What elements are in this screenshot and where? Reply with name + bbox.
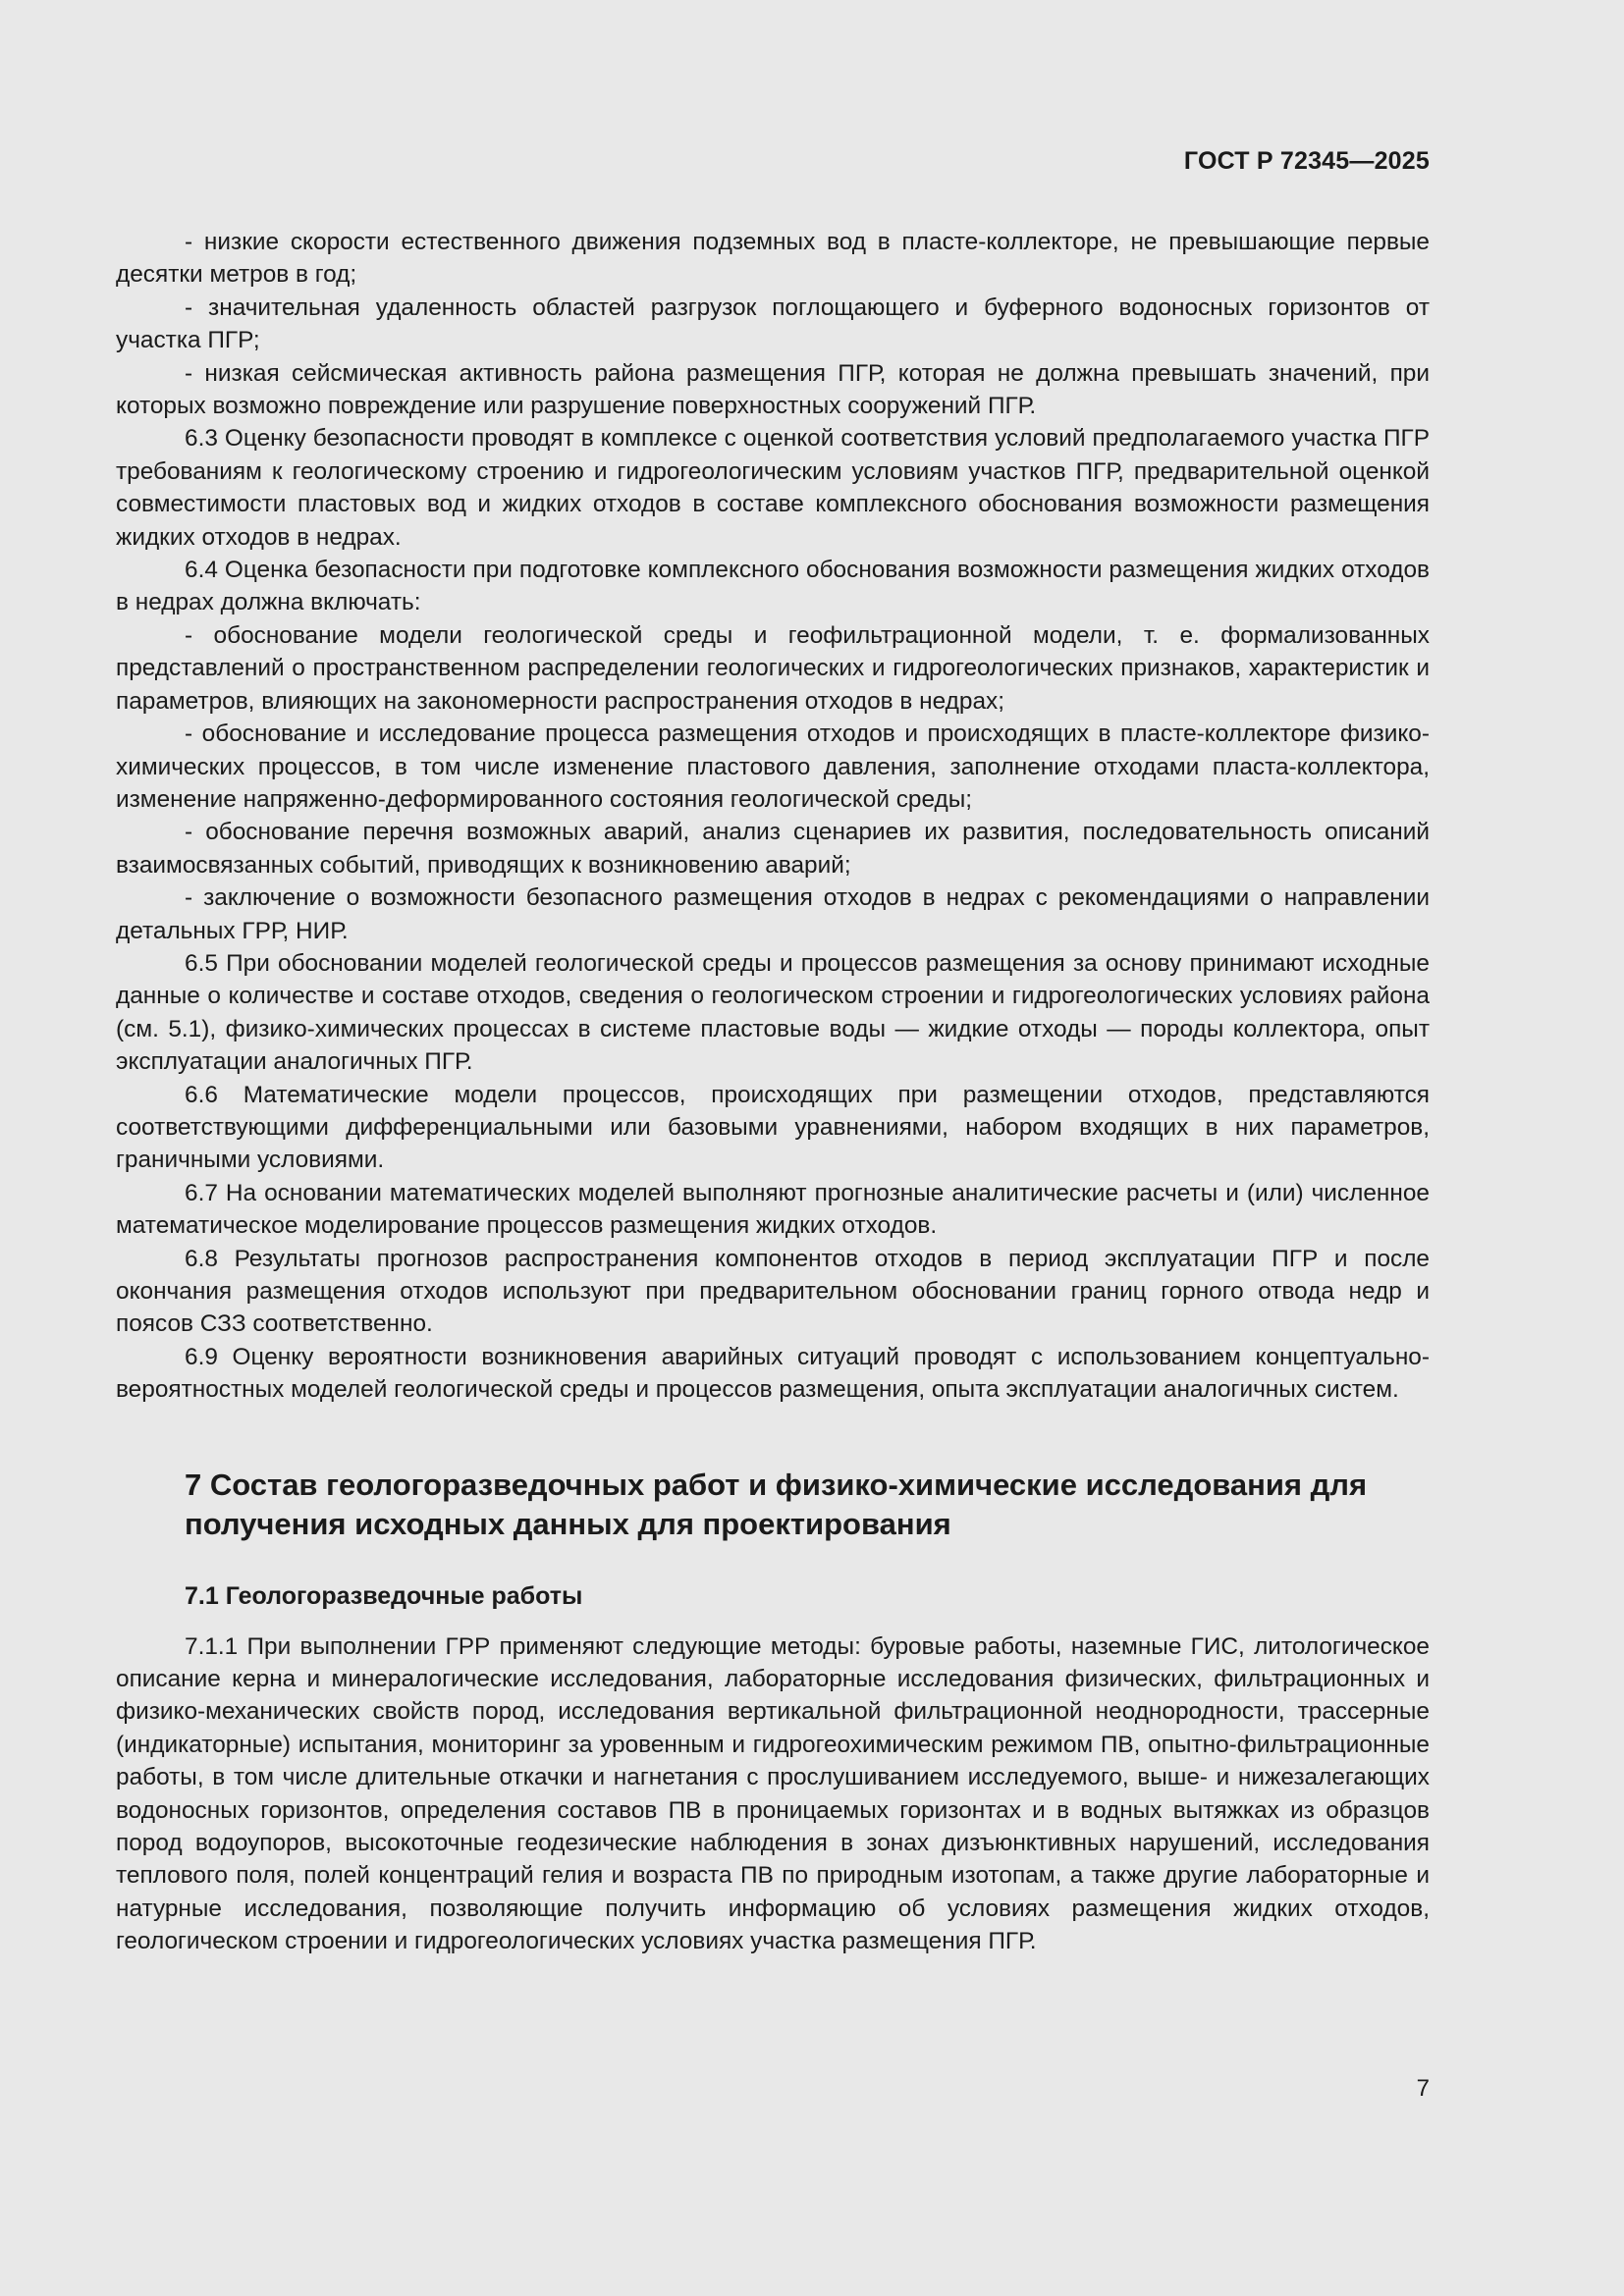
- paragraph-6-5: 6.5 При обосновании моделей геологической среды и процессов размещения за основу принимают исходные данные о количестве и составе отходов, сведения о геологическом строении и гидрогеологических условиях района (см. 5.1), физико-химических процессах в системе пластовые воды — жидкие отходы — породы коллектора, опыт эксплуатации аналогичных ПГР.: [116, 949, 1430, 1076]
- paragraph-6-9: 6.9 Оценку вероятности возникновения аварийных ситуаций проводят с использованием концептуально-вероятностных моделей геологической среды и процессов размещения, опыта эксплуатации аналогичных систем.: [116, 1343, 1430, 1404]
- list-item-discharge-distance: - значительная удаленность областей разгрузок поглощающего и буферного водоносных горизонтов от участка ПГР;: [116, 294, 1430, 354]
- list-item-accident-list: - обоснование перечня возможных аварий, анализ сценариев их развития, последовательность описаний взаимосвязанных событий, приводящих к возникновению аварий;: [116, 819, 1430, 879]
- section-7-heading: 7 Состав геологоразведочных работ и физико-химические исследования для получения исходных данных для проектирования: [185, 1467, 1368, 1541]
- paragraph-6-7: 6.7 На основании математических моделей выполняют прогнозные аналитические расчеты и (или) численное математическое моделирование процессов размещения жидких отходов.: [116, 1179, 1430, 1240]
- paragraph-7-1-1: 7.1.1 При выполнении ГРР применяют следующие методы: буровые работы, наземные ГИС, литологическое описание керна и минералогические исследования, лабораторные исследования физических, фильтрационных и физико-механических свойств пород, исследования вертикальной фильтрационной неоднородности, трассерные (индикаторные) испытания, мониторинг за уровенным и гидрогеохимическим режимом ПВ, опытно-фильтрационные работы, в том числе длительные откачки и нагнетания с прослушиванием исследуемого, выше- и нижезалегающих водоносных горизонтов, определения составов ПВ в проницаемых горизонтах и в водных вытяжках из образцов пород водоупоров, высокоточные геодезические наблюдения в зонах дизъюнктивных нарушений, исследования теплового поля, полей концентраций гелия и возраста ПВ по природным изотопам, а также другие лабораторные и натурные исследования, позволяющие получить информацию об условиях размещения жидких отходов, геологическом строении и гидрогеологических условиях участка размещения ПГР.: [116, 1632, 1430, 1955]
- list-item-process-study: - обоснование и исследование процесса размещения отходов и происходящих в пласте-коллекторе физико-химических процессов, в том числе изменение пластового давления, заполнение отходами пласта-коллектора, изменение напряженно-деформированного состояния геологической среды;: [116, 721, 1430, 813]
- list-item-model-justification: - обоснование модели геологической среды и геофильтрационной модели, т. е. формализованных представлений о пространственном распределении геологических и гидрогеологических признаков, характеристик и параметров, влияющих на закономерности распространения отходов в недрах;: [116, 621, 1430, 715]
- paragraph-6-4: 6.4 Оценка безопасности при подготовке комплексного обоснования возможности размещения жидких отходов в недрах должна включать:: [116, 557, 1430, 616]
- subsection-7-1-heading: 7.1 Геологоразведочные работы: [185, 1581, 583, 1610]
- document-body: [116, 226, 1430, 1958]
- paragraph-6-6: 6.6 Математические модели процессов, происходящих при размещении отходов, представляются соответствующими дифференциальными или базовыми уравнениями, набором входящих в них параметров, граничными условиями.: [116, 1081, 1430, 1174]
- list-item-conclusion: - заключение о возможности безопасного размещения отходов в недрах с рекомендациями о направлении детальных ГРР, НИР.: [116, 884, 1430, 944]
- list-item-seismic-activity: - низкая сейсмическая активность района размещения ПГР, которая не должна превышать значений, при которых возможно повреждение или разрушение поверхностных сооружений ПГР.: [116, 359, 1430, 420]
- list-item-low-velocity: - низкие скорости естественного движения подземных вод в пласте-коллекторе, не превышающие первые десятки метров в год;: [116, 229, 1430, 289]
- paragraph-6-3: 6.3 Оценку безопасности проводят в комплексе с оценкой соответствия условий предполагаемого участка ПГР требованиям к геологическому строению и гидрогеологическим условиям участков ПГР, предварительной оценкой совместимости пластовых вод и жидких отходов в составе комплексного обоснования возможности размещения жидких отходов в недрах.: [116, 425, 1430, 551]
- paragraph-6-8: 6.8 Результаты прогнозов распространения компонентов отходов в период эксплуатации ПГР и после окончания размещения отходов используют при предварительном обосновании границ горного отвода недр и поясов СЗЗ соответственно.: [116, 1245, 1430, 1338]
- page-number: 7: [1416, 2075, 1430, 2102]
- document-code: ГОСТ Р 72345—2025: [1183, 147, 1430, 175]
